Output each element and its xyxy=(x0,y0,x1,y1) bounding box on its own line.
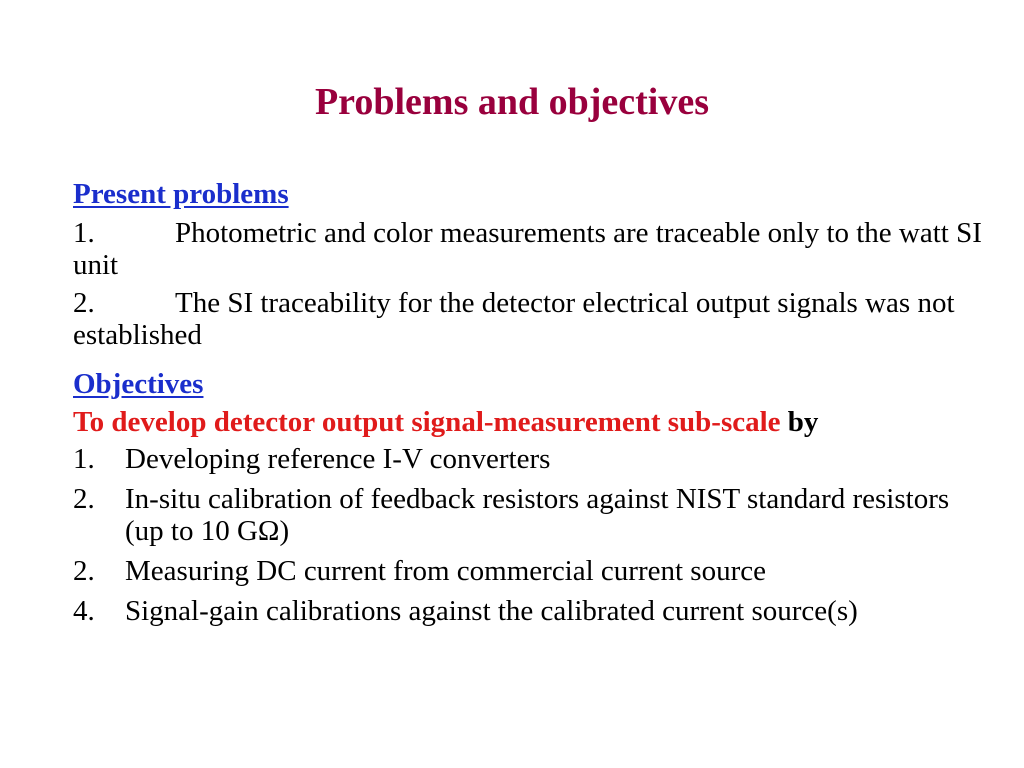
slide-title: Problems and objectives xyxy=(314,81,710,123)
objective-goal-connector: by xyxy=(787,406,819,438)
problem-item xyxy=(73,287,993,351)
objective-number: 2. xyxy=(73,555,95,587)
objective-number: 2. xyxy=(73,483,95,515)
objectives-list xyxy=(73,443,993,627)
objective-item xyxy=(73,595,993,627)
objective-text: In-situ calibration of feedback resistors against NIST standard resistors (up to 10 GΩ) xyxy=(125,483,950,547)
slide-content xyxy=(73,175,993,635)
problem-item xyxy=(73,217,993,281)
objective-text: Measuring DC current from commercial current source xyxy=(125,555,766,587)
objective-item xyxy=(73,555,993,587)
present-problems-heading[interactable]: Present problems xyxy=(73,178,289,210)
objective-number: 1. xyxy=(73,443,95,475)
problem-text: The SI traceability for the detector electrical output signals was not established xyxy=(73,287,955,351)
problem-number: 1. xyxy=(73,217,95,249)
objective-goal xyxy=(73,403,993,441)
objective-item xyxy=(73,483,993,547)
problem-text: Photometric and color measurements are traceable only to the watt SI unit xyxy=(73,217,982,281)
objective-item xyxy=(73,443,993,475)
objective-goal-text: To develop detector output signal-measurement sub-scale xyxy=(73,406,781,438)
objective-number: 4. xyxy=(73,595,95,627)
problem-number: 2. xyxy=(73,287,95,319)
objectives-heading[interactable]: Objectives xyxy=(73,368,204,400)
objective-text: Signal-gain calibrations against the calibrated current source(s) xyxy=(125,595,858,627)
objective-text: Developing reference I-V converters xyxy=(125,443,551,475)
